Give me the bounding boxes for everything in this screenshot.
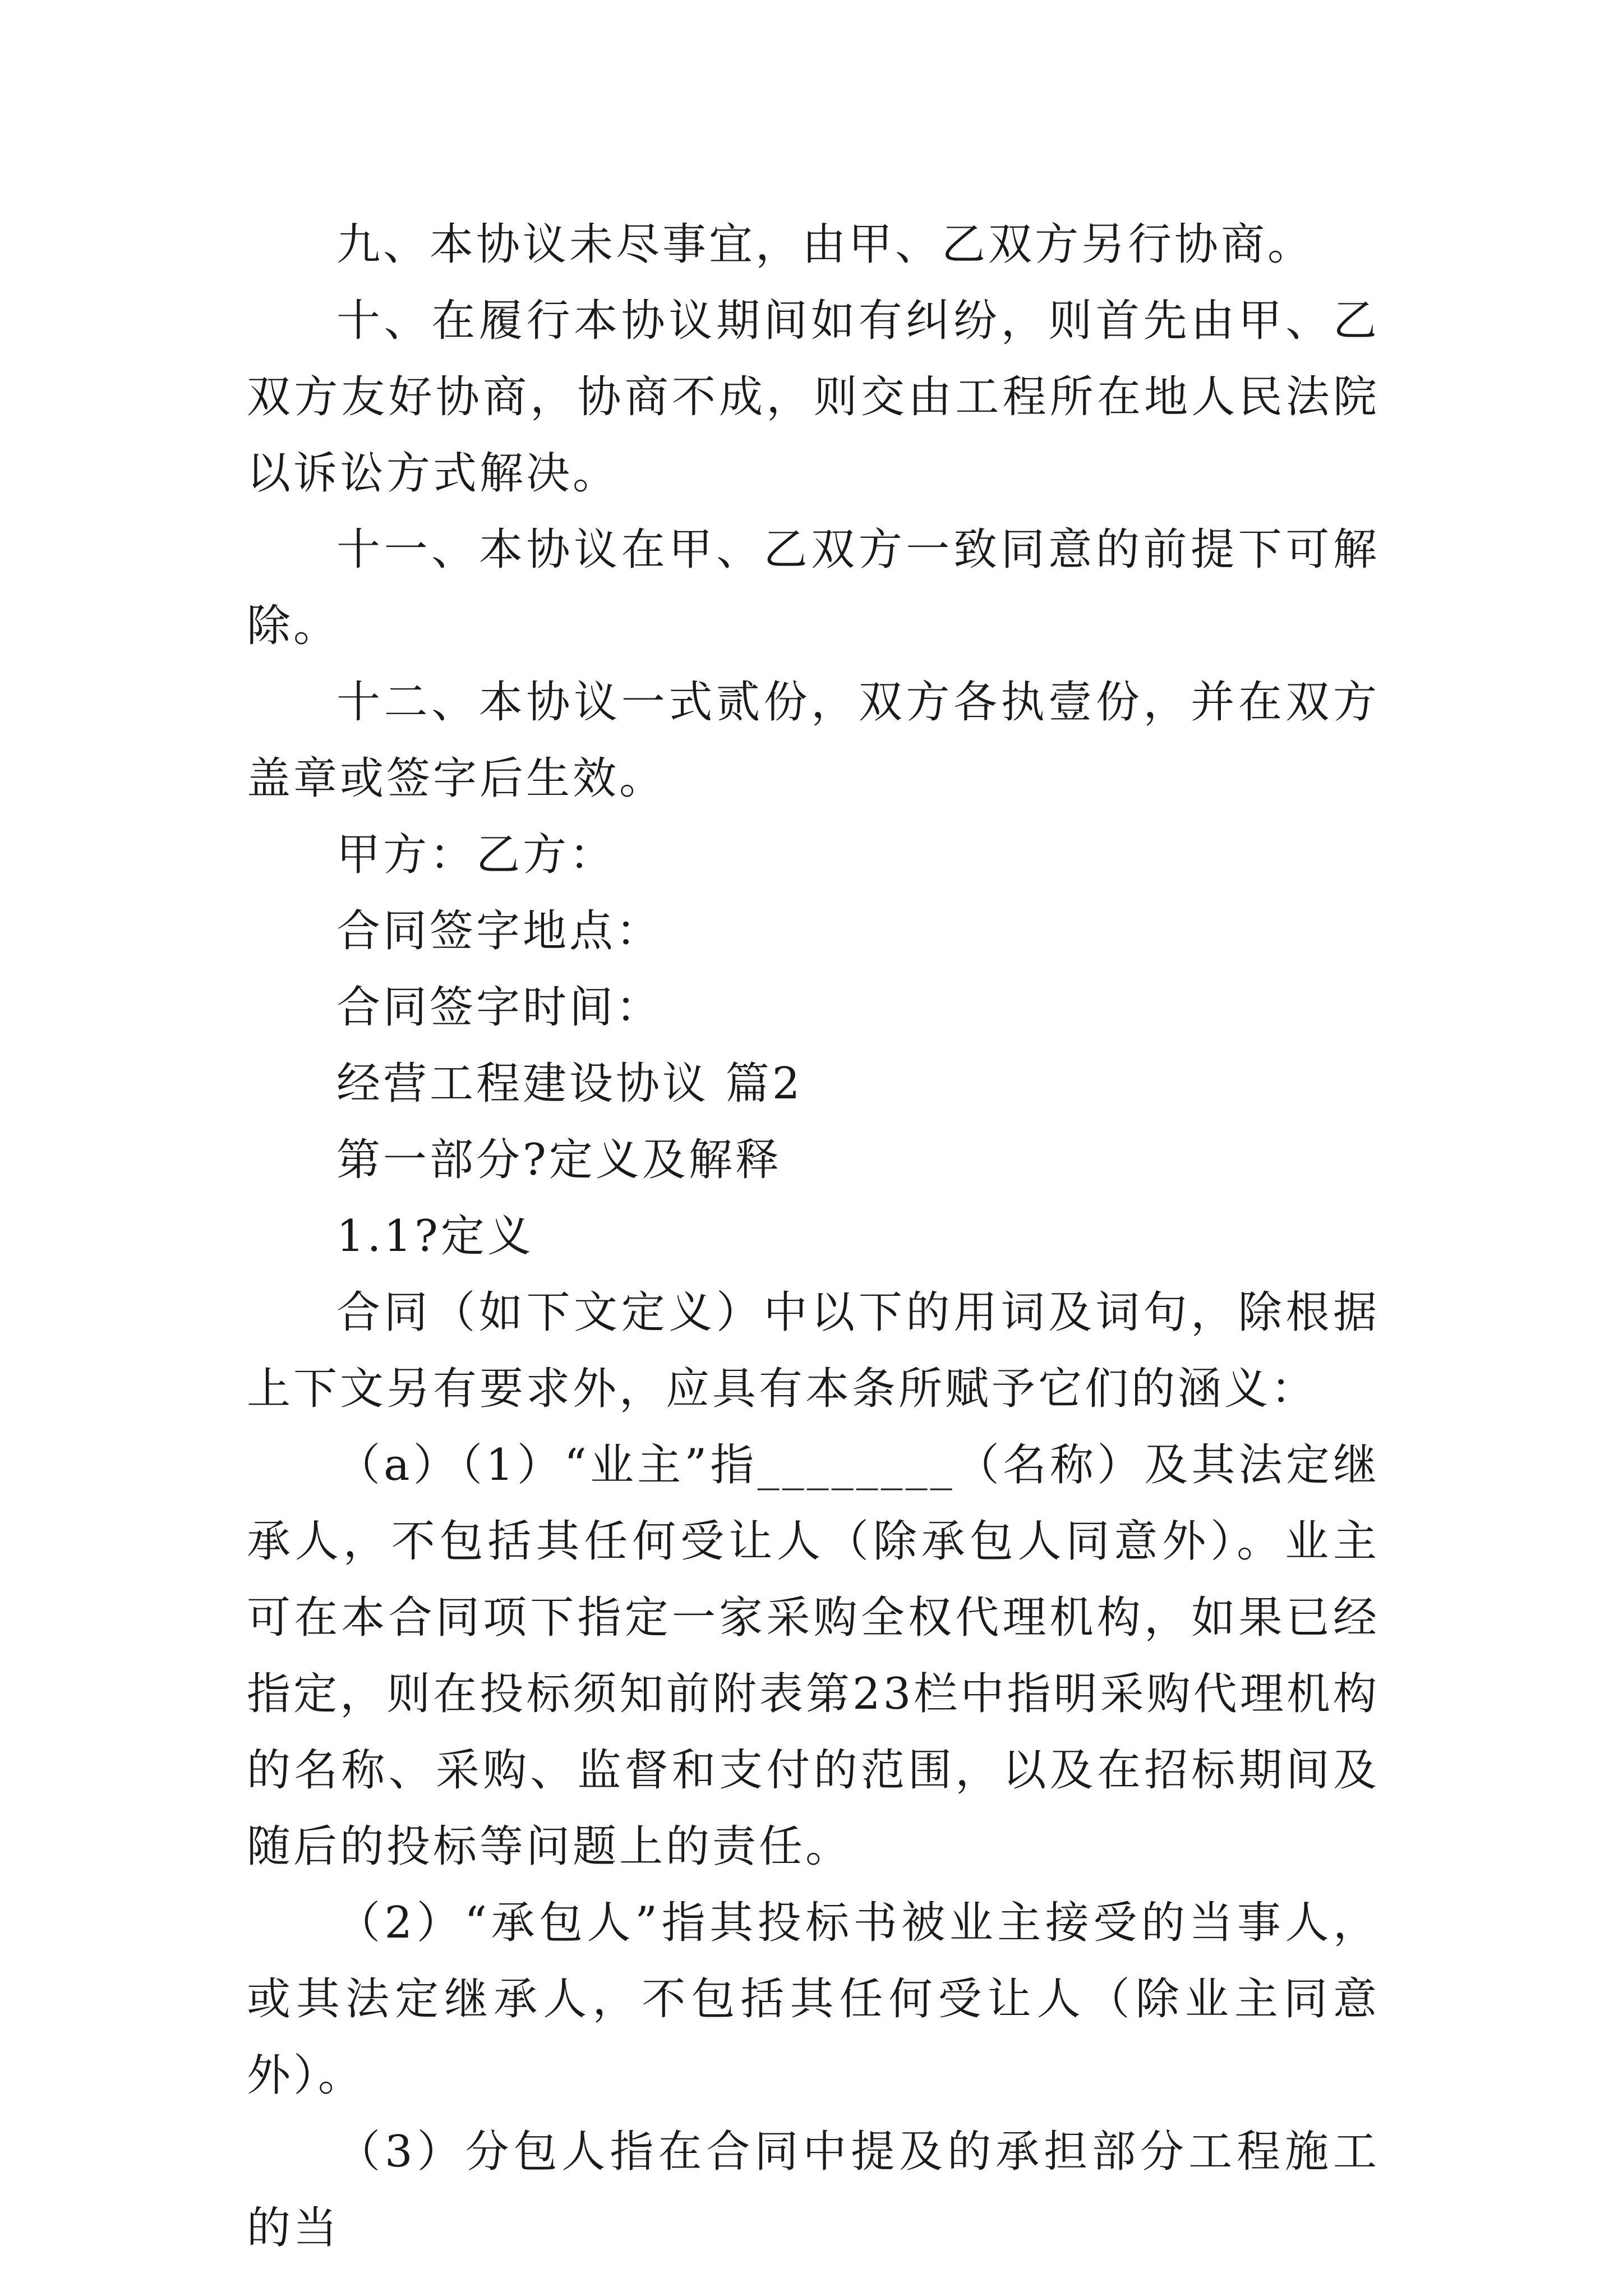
definitions-intro: 合同（如下文定义）中以下的用词及词句，除根据上下文另有要求外，应具有本条所赋予它们的涵义： bbox=[247, 1287, 1380, 1414]
signing-time-line: 合同签字时间： bbox=[336, 982, 663, 1033]
clause-12: 十二、本协议一式贰份，双方各执壹份，并在双方盖章或签字后生效。 bbox=[247, 677, 1380, 804]
definition-contractor: （2）“承包人”指其投标书被业主接受的当事人，或其法定继承人，不包括其任何受让人（除业主同意外）。 bbox=[247, 1898, 1380, 2101]
clause-10: 十、在履行本协议期间如有纠纷，则首先由甲、乙双方友好协商，协商不成，则交由工程所在地人民法院以诉讼方式解决。 bbox=[247, 296, 1380, 499]
document-body bbox=[247, 206, 1380, 2266]
party-signature-line: 甲方：乙方： bbox=[336, 830, 616, 880]
clause-9: 九、本协议未尽事宜，由甲、乙双方另行协商。 bbox=[336, 219, 1315, 270]
part-heading: 第一部分?定义及解释 bbox=[336, 1135, 782, 1185]
clause-11: 十一、本协议在甲、乙双方一致同意的前提下可解除。 bbox=[247, 524, 1380, 651]
signing-place-line: 合同签字地点： bbox=[336, 906, 663, 956]
definition-subcontractor: （3）分包人指在合同中提及的承担部分工程施工的当 bbox=[247, 2127, 1380, 2253]
subsection-heading: 1.1?定义 bbox=[336, 1211, 534, 1262]
section-title: 经营工程建设协议 篇2 bbox=[336, 1059, 803, 1109]
definition-owner: （a）（1）“业主”指________（名称）及其法定继承人，不包括其任何受让人（除承包人同意外）。业主可在本合同项下指定一家采购全权代理机构，如果已经指定，则在投标须知前附表第23栏中指明采购代理机构的名称、采购、监督和支付的范围，以及在招标期间及随后的投标等问题上的责任。 bbox=[247, 1440, 1380, 1872]
